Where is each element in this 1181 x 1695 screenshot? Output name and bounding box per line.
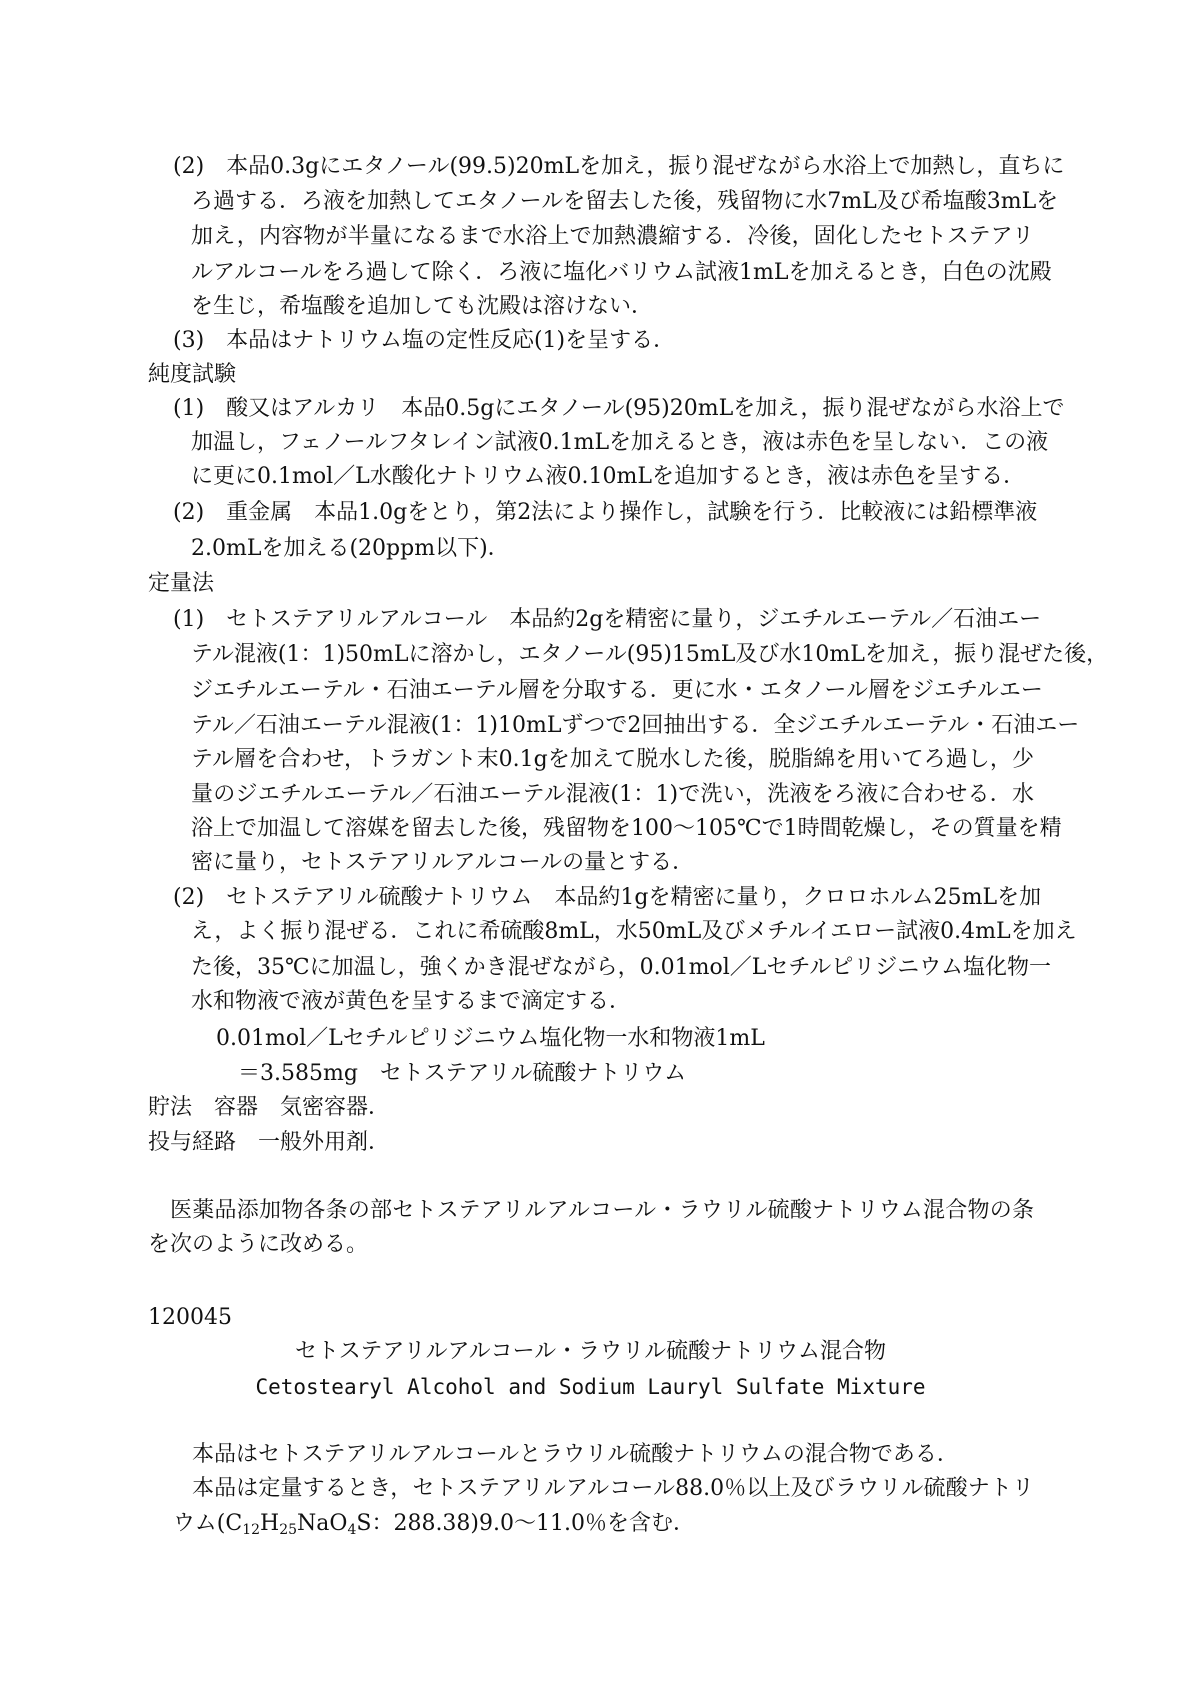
text-line: (2) 重金属 本品1.0gをとり，第2法により操作し，試験を行う．比較液には鉛標準液 (173, 500, 1038, 525)
text-line: 浴上で加温して溶媒を留去した後，残留物を100～105℃で1時間乾燥し，その質量を精 (191, 816, 1062, 841)
text-line: (1) 酸又はアルカリ 本品0.5gにエタノール(95)20mLを加え，振り混ぜながら水浴上で (173, 396, 1065, 421)
section-heading-purity: 純度試験 (148, 362, 237, 387)
amendment-line: 医薬品添加物各条の部セトステアリルアルコール・ラウリル硫酸ナトリウム混合物の条 (170, 1198, 1034, 1223)
text-line: 水和物液で液が黄色を呈するまで滴定する． (191, 989, 632, 1014)
amendment-line: を次のように改める。 (148, 1232, 369, 1257)
route-line: 投与経路 一般外用剤． (148, 1130, 391, 1155)
text-line: に更に0.1mol／L水酸化ナトリウム液0.10mLを追加するとき，液は赤色を呈する． (191, 464, 1026, 489)
text-line: 本品はセトステアリルアルコールとラウリル硫酸ナトリウムの混合物である． (192, 1442, 959, 1467)
text-line: ルアルコールをろ過して除く．ろ液に塩化バリウム試液1mLを加えるとき，白色の沈殿 (191, 260, 1052, 285)
monograph-title-ja: セトステアリルアルコール・ラウリル硫酸ナトリウム混合物 (295, 1339, 886, 1364)
text-line: を生じ，希塩酸を追加しても沈殿は溶けない． (191, 294, 654, 319)
text-line: (3) 本品はナトリウム塩の定性反応(1)を呈する． (173, 328, 676, 353)
monograph-code: 120045 (148, 1305, 232, 1330)
subscript: 4 (347, 1522, 357, 1538)
subscript: 25 (279, 1522, 298, 1538)
formula-line: ＝3.585mg セトステアリル硫酸ナトリウム (238, 1061, 687, 1086)
text-line: 加え，内容物が半量になるまで水浴上で加熱濃縮する．冷後，固化したセトステアリ (191, 224, 1034, 249)
text-line: (2) セトステアリル硫酸ナトリウム 本品約1gを精密に量り，クロロホルム25mLを加 (173, 885, 1042, 910)
monograph-title-en: Cetostearyl Alcohol and Sodium Lauryl Sulfate Mixture (255, 1375, 926, 1399)
section-heading-assay: 定量法 (148, 571, 215, 596)
text-fragment: H (260, 1511, 280, 1536)
text-line: ジエチルエーテル・石油エーテル層を分取する．更に水・エタノール層をジエチルエー (191, 678, 1043, 703)
text-line: テル混液(1：1)50mLに溶かし，エタノール(95)15mL及び水10mLを加え，振り混ぜた後， (191, 642, 1109, 667)
text-line: ろ過する．ろ液を加熱してエタノールを留去した後，残留物に水7mL及び希塩酸3mLを (191, 189, 1059, 214)
text-line: 加温し，フェノールフタレイン試液0.1mLを加えるとき，液は赤色を呈しない．この液 (191, 430, 1049, 455)
text-fragment: ウム(C (173, 1511, 243, 1536)
text-line (173, 1509, 695, 1539)
subscript: 12 (242, 1522, 261, 1538)
text-line: テル層を合わせ，トラガント末0.1gを加えて脱水した後，脱脂綿を用いてろ過し，少 (191, 747, 1034, 772)
text-line: 2.0mLを加える(20ppm以下)． (191, 536, 510, 561)
text-fragment: NaO (297, 1511, 348, 1536)
text-line: テル／石油エーテル混液(1：1)10mLずつで2回抽出する．全ジエチルエーテル・石油エー (191, 713, 1080, 738)
text-line: え，よく振り混ぜる．これに希硫酸8mL，水50mL及びメチルイエロー試液0.4mLを加え (191, 919, 1077, 944)
text-line: 密に量り，セトステアリルアルコールの量とする． (191, 850, 695, 875)
text-line: (1) セトステアリルアルコール 本品約2gを精密に量り，ジエチルエーテル／石油エー (173, 607, 1042, 632)
text-line: た後，35℃に加温し，強くかき混ぜながら，0.01mol／Lセチルピリジニウム塩化物一 (191, 955, 1052, 980)
formula-line: 0.01mol／Lセチルピリジニウム塩化物一水和物液1mL (216, 1026, 765, 1051)
text-line: 量のジエチルエーテル／石油エーテル混液(1：1)で洗い，洗液をろ液に合わせる．水 (191, 782, 1034, 807)
storage-line: 貯法 容器 気密容器． (148, 1095, 391, 1120)
text-fragment: S：288.38)9.0～11.0％を含む． (356, 1511, 695, 1536)
text-line: (2) 本品0.3gにエタノール(99.5)20mLを加え，振り混ぜながら水浴上で加熱し，直ちに (173, 154, 1065, 179)
text-line: 本品は定量するとき，セトステアリルアルコール88.0％以上及びラウリル硫酸ナトリ (192, 1476, 1034, 1501)
